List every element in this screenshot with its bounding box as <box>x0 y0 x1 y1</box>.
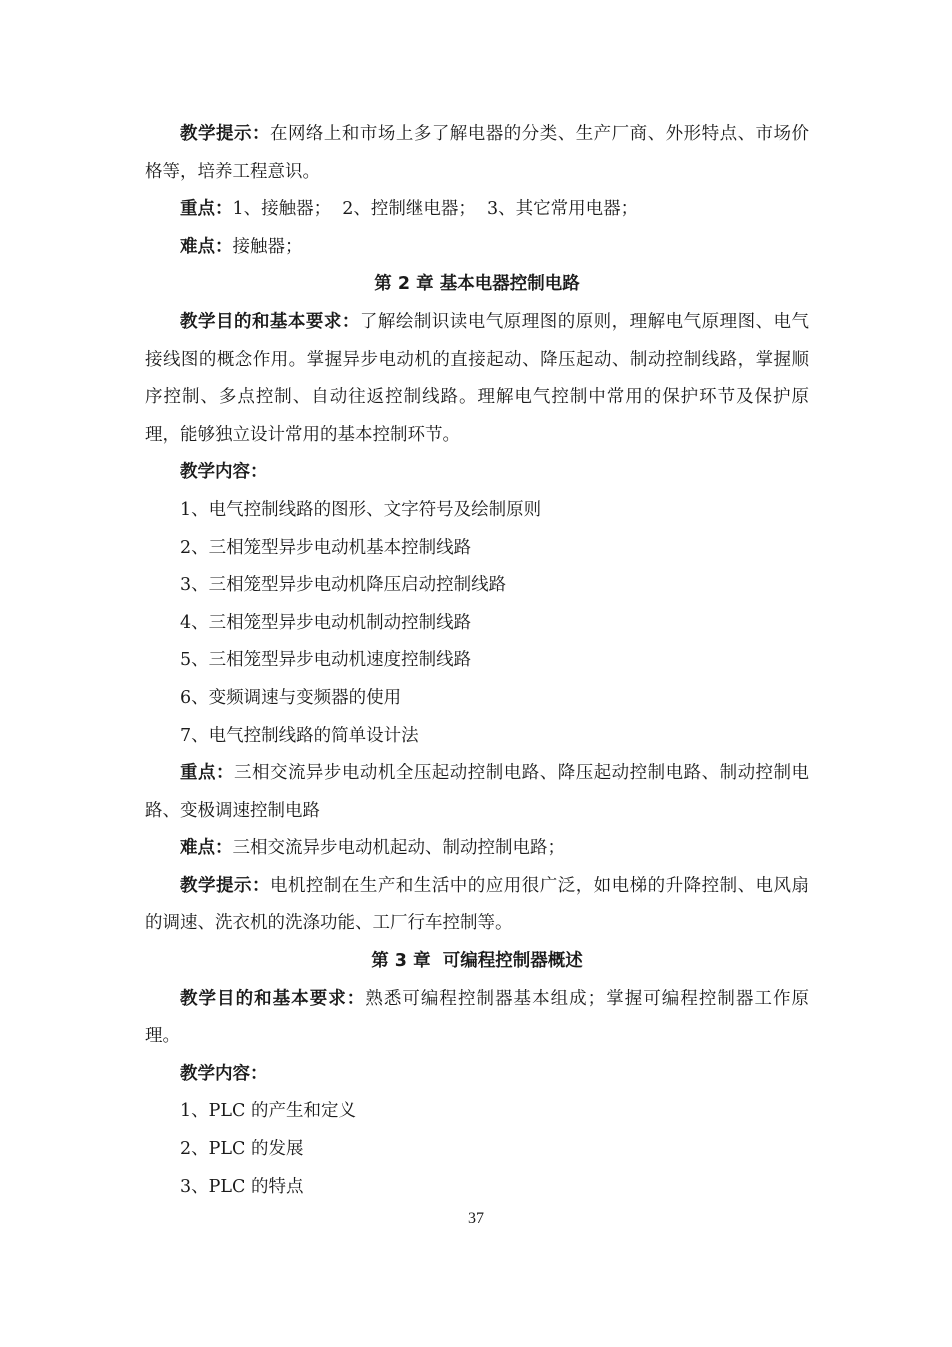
label: 教学提示 <box>180 875 252 896</box>
label: 难点 <box>180 236 215 257</box>
text: 了解绘制识读电气原理图的原则，理解电气原理图、电气接线图的概念作用。掌握异步电动机的直接起动、降压起动、制动控制线路，掌握顺序控制、多点控制、自动往返控制线路。理解电气控制中常用的保护环节及保护原理，能够独立设计常用的基本控制环节。 <box>145 311 810 445</box>
paragraph-contents-label: 教学内容： <box>180 462 268 483</box>
label: 重点 <box>180 763 216 784</box>
text: 三相交流异步电动机全压起动控制电路、降压起动控制电路、制动控制电路、变极调速控制电路 <box>145 763 810 821</box>
paragraph-difficulties: 难点：接触器； <box>180 236 303 257</box>
label: 教学目的和基本要求 <box>180 311 342 332</box>
text: 三相交流异步电动机起动、制动控制电路； <box>232 838 565 859</box>
page-number: 37 <box>468 1210 484 1227</box>
list-item: 4、三相笼型异步电动机制动控制线路 <box>180 612 472 633</box>
label: 教学内容 <box>180 462 250 483</box>
list-item: 7、电气控制线路的简单设计法 <box>180 725 419 746</box>
list-item: 1、电气控制线路的图形、文字符号及绘制原则 <box>180 499 542 520</box>
list-item: 2、PLC 的发展 <box>180 1139 304 1160</box>
list-item: 1、PLC 的产生和定义 <box>180 1101 356 1122</box>
text: 熟悉可编程控制器基本组成；掌握可编程控制器工作原理。 <box>145 988 810 1047</box>
paragraph-teaching-tip: 教学提示：电机控制在生产和生活中的应用很广泛，如电梯的升降控制、电风扇的调速、洗衣机的洗涤功能、工厂行车控制等。 <box>145 875 810 934</box>
paragraph-contents-label: 教学内容： <box>180 1063 268 1084</box>
label: 教学提示 <box>180 124 252 144</box>
chapter-heading: 第 3 章 可编程控制器概述 <box>371 951 583 972</box>
label: 难点 <box>180 838 215 859</box>
label: 教学内容 <box>180 1063 250 1084</box>
label: 重点 <box>180 199 215 220</box>
text: 1、接触器； 2、控制继电器； 3、其它常用电器； <box>232 199 639 220</box>
paragraph-key-points: 重点：三相交流异步电动机全压起动控制电路、降压起动控制电路、制动控制电路、变极调速控制电路 <box>145 763 810 821</box>
paragraph-difficulties: 难点：三相交流异步电动机起动、制动控制电路； <box>180 838 565 859</box>
chapter-heading: 第 2 章 基本电器控制电路 <box>374 274 580 295</box>
label: 教学目的和基本要求 <box>180 988 347 1009</box>
list-item: 3、三相笼型异步电动机降压启动控制线路 <box>180 575 507 596</box>
text: 电机控制在生产和生活中的应用很广泛，如电梯的升降控制、电风扇的调速、洗衣机的洗涤功能、工厂行车控制等。 <box>145 875 810 934</box>
list-item: 3、PLC 的特点 <box>180 1176 304 1197</box>
text: 接触器； <box>232 236 303 257</box>
paragraph-objectives: 教学目的和基本要求：了解绘制识读电气原理图的原则，理解电气原理图、电气接线图的概念作用。掌握异步电动机的直接起动、降压起动、制动控制线路，掌握顺序控制、多点控制、自动往返控制线路。理解电气控制中常用的保护环节及保护原理，能够独立设计常用的基本控制环节。 <box>145 311 810 445</box>
list-item: 2、三相笼型异步电动机基本控制线路 <box>180 537 472 558</box>
text: 在网络上和市场上多了解电器的分类、生产厂商、外形特点、市场价格等，培养工程意识。 <box>145 124 810 182</box>
paragraph-teaching-tip: 教学提示：在网络上和市场上多了解电器的分类、生产厂商、外形特点、市场价格等，培养工程意识。 <box>145 124 810 182</box>
list-item: 6、变频调速与变频器的使用 <box>180 687 402 708</box>
paragraph-objectives: 教学目的和基本要求：熟悉可编程控制器基本组成；掌握可编程控制器工作原理。 <box>145 988 810 1047</box>
page-content <box>145 116 809 1206</box>
paragraph-key-points: 重点：1、接触器； 2、控制继电器； 3、其它常用电器； <box>180 199 639 220</box>
list-item: 5、三相笼型异步电动机速度控制线路 <box>180 650 472 671</box>
